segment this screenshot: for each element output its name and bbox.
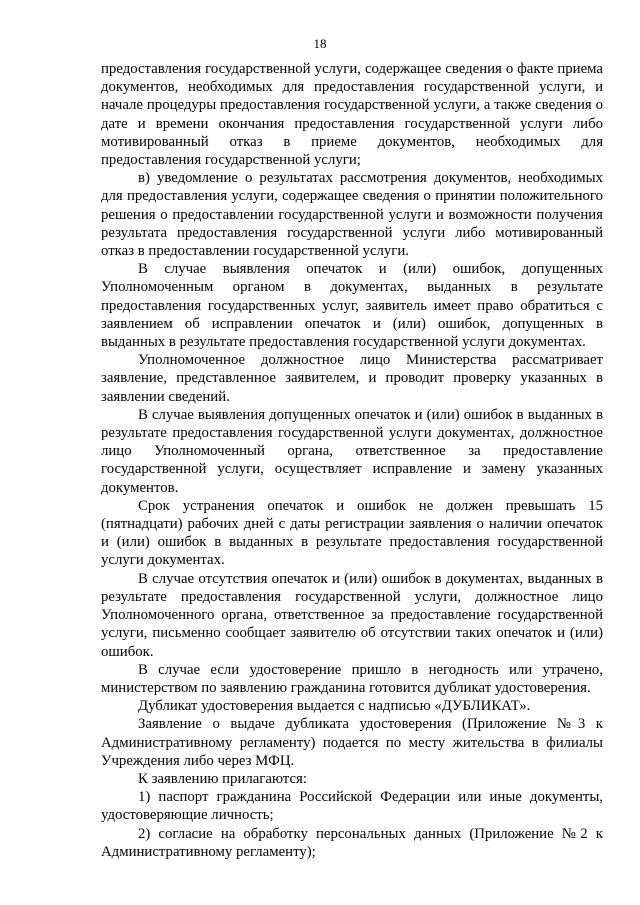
paragraph-2: в) уведомление о результатах рассмотрения документов, необходимых для предоставления услуги, содержащее сведения о принятии положительного решения о предоставлении государственной услуги и возможности получения результата предоставления государственной услуги либо мотивированный отказ в предоставлении государственной услуги.: [101, 170, 603, 260]
paragraph-3: В случае выявления опечаток и (или) ошибок, допущенных Уполномоченным органом в документах, выданных в результате предоставления государственных услуг, заявитель имеет право обратиться с заявлением об исправлении опечаток и (или) ошибок, допущенных в выданных в результате предоставления государственной услуги документах.: [101, 261, 603, 351]
paragraph-8: В случае если удостоверение пришло в негодность или утрачено, министерством по заявлению гражданина готовится дубликат удостоверения.: [101, 661, 603, 696]
paragraph-12: 1) паспорт гражданина Российской Федерации или иные документы, удостоверяющие личность;: [101, 789, 603, 824]
document-body: [101, 60, 603, 861]
paragraph-9: Дубликат удостоверения выдается с надписью «ДУБЛИКАТ».: [138, 698, 531, 715]
paragraph-10: Заявление о выдаче дубликата удостоверения (Приложение №3 к Административному регламенту) подается по месту жительства в филиалы Учреждения либо через МФЦ.: [101, 716, 603, 769]
paragraph-1: предоставления государственной услуги, содержащее сведения о факте приема документов, необходимых для предоставления государственной услуги, и начале процедуры предоставления государственной услуги, а также сведения о дате и времени окончания предоставления государственной услуги либо мотивированный отказ в приеме документов, необходимых для предоставления государственной услуги;: [101, 61, 603, 169]
paragraph-7: В случае отсутствия опечаток и (или) ошибок в документах, выданных в результате предоставления государственной услуги, должностное лицо Уполномоченного органа, ответственное за предоставление государственной услуги, письменно сообщает заявителю об отсутствии таких опечаток и (или) ошибок.: [101, 570, 603, 660]
paragraph-13: 2) согласие на обработку персональных данных (Приложение №2 к Административному регламенту);: [101, 825, 603, 860]
paragraph-5: В случае выявления допущенных опечаток и (или) ошибок в выданных в результате предоставления государственной услуги документах, должностное лицо Уполномоченный органа, ответственное за предоставление государственной услуги, осуществляет исправление и замену указанных документов.: [101, 406, 603, 496]
page-number: 18: [313, 36, 327, 51]
paragraph-11: К заявлению прилагаются:: [138, 770, 307, 787]
paragraph-6: Срок устранения опечаток и ошибок не должен превышать 15 (пятнадцати) рабочих дней с даты регистрации заявления о наличии опечаток и (или) ошибок в выданных в результате предоставления государственной услуги документах.: [101, 497, 603, 569]
paragraph-4: Уполномоченное должностное лицо Министерства рассматривает заявление, представленное заявителем, и проводит проверку указанных в заявлении сведений.: [101, 352, 603, 405]
